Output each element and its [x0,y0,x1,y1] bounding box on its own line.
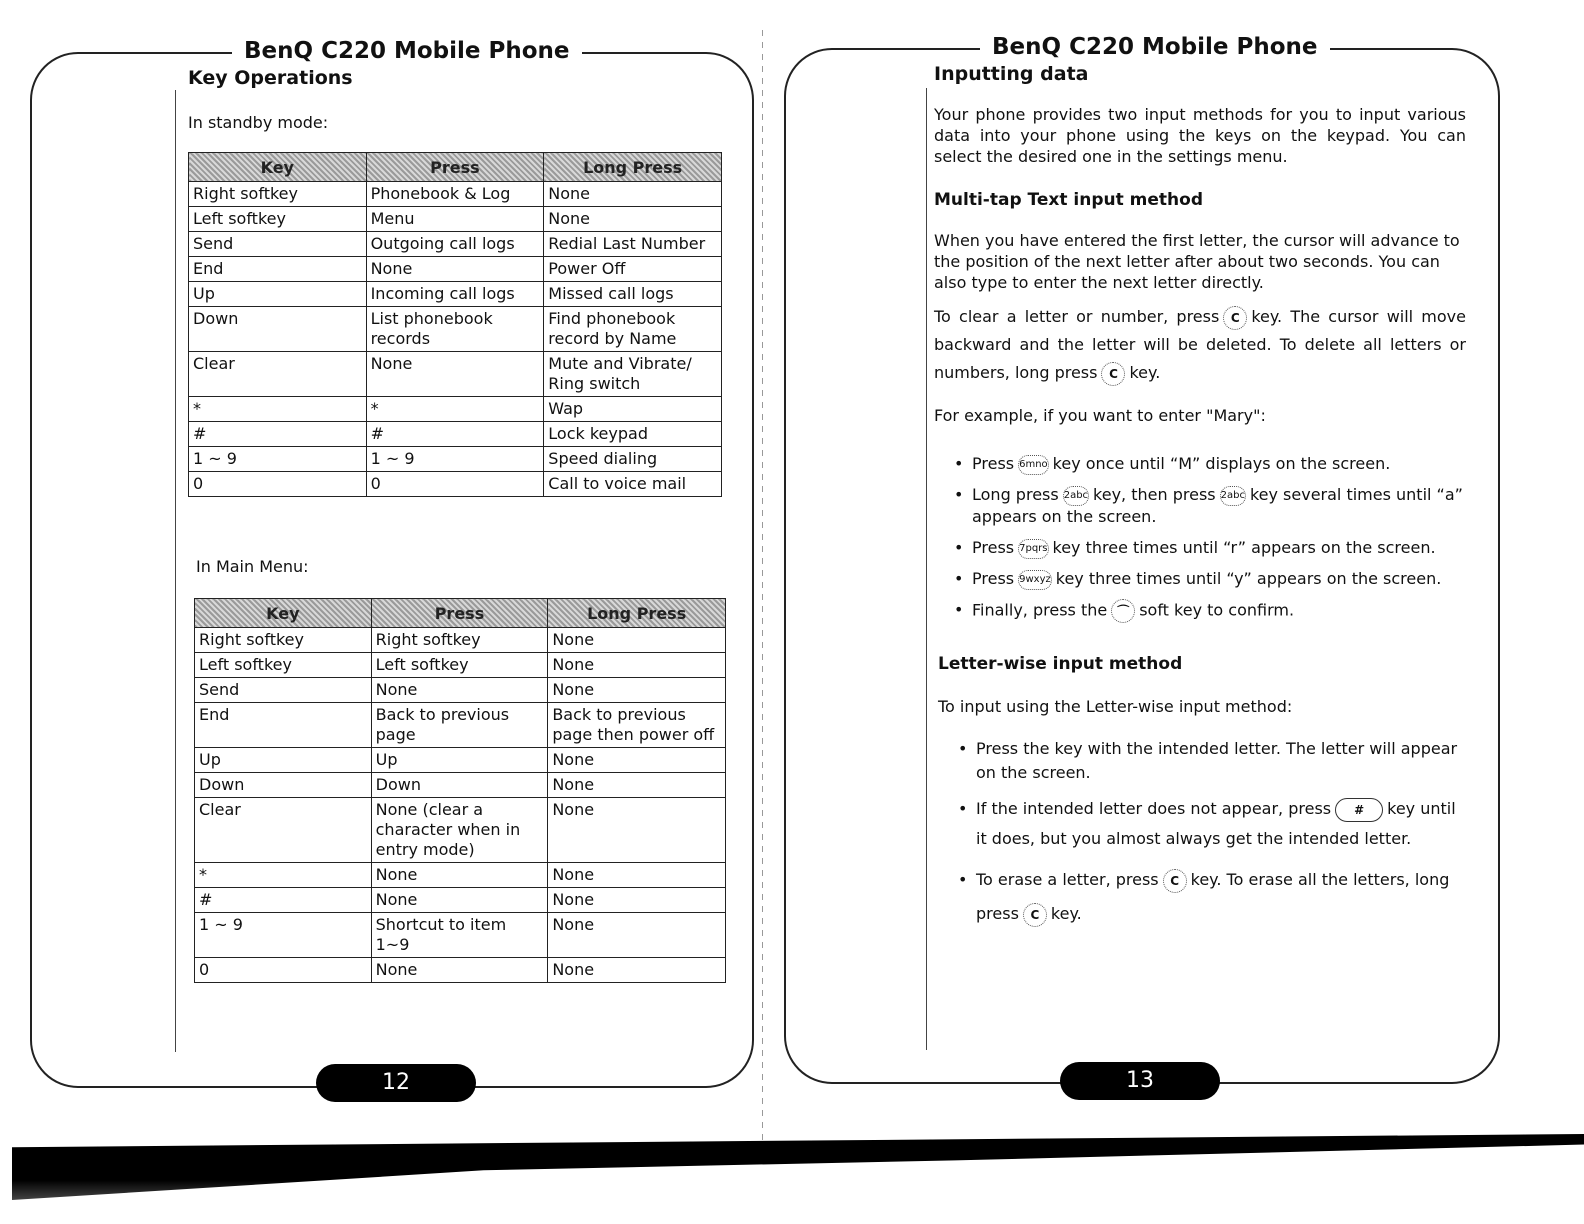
table-cell: Outgoing call logs [366,232,544,257]
mainmenu-intro: In Main Menu: [196,557,309,576]
table-cell: None [548,773,726,798]
left-section-title: Key Operations [188,67,353,89]
table-cell: None [548,653,726,678]
table-row [189,472,722,497]
table-cell: None [366,257,544,282]
table-row [195,678,726,703]
table-cell: None [548,913,726,958]
right-margin-line [926,88,927,1050]
clear-key-icon: C [1163,869,1187,893]
table-cell: None [371,888,548,913]
table-row [189,307,722,352]
table-cell: End [195,703,372,748]
right-page [780,0,1584,1224]
table-cell: None [544,207,722,232]
left-margin-line [175,90,176,1052]
table-row [195,653,726,678]
key-9-icon: 9wxyz [1018,570,1052,590]
table-cell: Mute and Vibrate/ Ring switch [544,352,722,397]
table-cell: None [366,352,544,397]
table-cell: Wap [544,397,722,422]
table-row [195,703,726,748]
table-cell: # [195,888,372,913]
table-row [189,422,722,447]
key-7-icon: 7pqrs [1018,539,1048,559]
clear-paragraph [934,303,1466,387]
table-cell: # [366,422,544,447]
softkey-icon: ⌒ [1111,599,1135,623]
list-item: • Press the key with the intended letter. The letter will appear on the screen. [958,737,1470,785]
letterwise-title: Letter-wise input method [938,654,1183,674]
right-header: BenQ C220 Mobile Phone [980,34,1330,60]
table-cell: Clear [189,352,367,397]
table-cell: 0 [189,472,367,497]
multitap-paragraph: When you have entered the first letter, the cursor will advance to the position of the next letter after about two seconds. You can also type to enter the next letter directly. [934,231,1460,292]
left-page-number: 12 [316,1064,476,1102]
clear-text-a: To clear a letter or number, press [934,307,1220,326]
table-row [189,232,722,257]
table-cell: None [548,798,726,863]
table-cell: None [544,182,722,207]
key-2-icon: 2abc [1063,486,1089,506]
table-row [195,748,726,773]
table-cell: * [195,863,372,888]
table-cell: Phonebook & Log [366,182,544,207]
table-row [195,798,726,863]
table-cell: Left softkey [195,653,372,678]
multitap-steps [954,453,1468,632]
table-cell: * [366,397,544,422]
clear-key-icon: C [1223,306,1247,330]
right-section-title: Inputting data [934,63,1089,85]
standby-table [188,152,722,497]
table-cell: Power Off [544,257,722,282]
table-cell: None [548,628,726,653]
table-cell: None [548,958,726,983]
standby-intro: In standby mode: [188,113,329,132]
table-cell: Back to previous page [371,703,548,748]
table-row [195,628,726,653]
table-cell: * [189,397,367,422]
table-cell: Right softkey [371,628,548,653]
list-item: • Press 9wxyz key three times until “y” appears on the screen. [954,568,1468,590]
table-cell: # [189,422,367,447]
hash-key-icon: # [1335,798,1383,822]
table-cell: 1 ~ 9 [189,447,367,472]
table-cell: Back to previous page then power off [548,703,726,748]
table-cell: Speed dialing [544,447,722,472]
list-item: • Long press 2abc key, then press 2abc key several times until “a” appears on the screen. [954,484,1468,528]
table-row [189,207,722,232]
table-row [189,447,722,472]
table-cell: None (clear a character when in entry mode) [371,798,548,863]
col-key: Key [195,599,372,628]
table-row [195,773,726,798]
clear-key-icon: C [1023,903,1047,927]
table-cell: Shortcut to item 1~9 [371,913,548,958]
table-cell: None [371,958,548,983]
col-long-press: Long Press [548,599,726,628]
table-cell: End [189,257,367,282]
example-line: For example, if you want to enter "Mary": [934,406,1266,425]
col-press: Press [366,153,544,182]
col-key: Key [189,153,367,182]
table-cell: 0 [366,472,544,497]
table-cell: None [548,863,726,888]
mainmenu-table [194,598,726,983]
table-cell: Lock keypad [544,422,722,447]
table-cell: None [548,678,726,703]
left-page [0,0,780,1224]
list-item: • Press 7pqrs key three times until “r” appears on the screen. [954,537,1468,559]
table-cell: None [371,678,548,703]
table-cell: Send [195,678,372,703]
table-cell: Left softkey [371,653,548,678]
table-cell: Incoming call logs [366,282,544,307]
table-row [189,257,722,282]
list-item: • If the intended letter does not appear, press # key until it does, but you almost always get the intended letter. [958,794,1470,854]
table-cell: 1 ~ 9 [366,447,544,472]
clear-text-b: key. The cursor will move backward and the letter will be deleted. To delete all letters or numbers, long press [934,307,1466,382]
table-cell: Redial Last Number [544,232,722,257]
letterwise-steps [958,737,1470,940]
letterwise-intro: To input using the Letter-wise input method: [938,697,1293,716]
table-cell: Down [195,773,372,798]
key-6-icon: 6mno [1018,455,1049,475]
list-item: • To erase a letter, press C key. To erase all the letters, long press C key. [958,863,1470,931]
table-cell: Call to voice mail [544,472,722,497]
table-cell: None [371,863,548,888]
table-cell: None [548,888,726,913]
multitap-title: Multi-tap Text input method [934,190,1203,210]
table-cell: List phonebook records [366,307,544,352]
table-header-row [189,153,722,182]
list-item: • Press 6mno key once until “M” displays on the screen. [954,453,1468,475]
table-header-row [195,599,726,628]
table-cell: Right softkey [189,182,367,207]
table-cell: Up [189,282,367,307]
table-cell: Find phonebook record by Name [544,307,722,352]
left-header: BenQ C220 Mobile Phone [232,38,582,64]
table-cell: Clear [195,798,372,863]
table-row [195,888,726,913]
table-cell: Send [189,232,367,257]
table-cell: Down [371,773,548,798]
table-row [195,913,726,958]
table-cell: Menu [366,207,544,232]
table-cell: Up [195,748,372,773]
table-row [189,352,722,397]
col-press: Press [371,599,548,628]
right-page-number: 13 [1060,1062,1220,1100]
table-row [189,282,722,307]
intro-paragraph: Your phone provides two input methods for you to input various data into your phone using the keys on the keypad. You can select the desired one in the settings menu. [934,105,1466,166]
table-row [195,958,726,983]
clear-key-icon: C [1101,362,1125,386]
col-long-press: Long Press [544,153,722,182]
table-row [195,863,726,888]
table-cell: Missed call logs [544,282,722,307]
clear-text-c: key. [1129,363,1161,382]
key-2-icon: 2abc [1220,486,1246,506]
table-cell: Up [371,748,548,773]
list-item: • Finally, press the ⌒ soft key to confirm. [954,599,1468,623]
table-cell: None [548,748,726,773]
table-cell: 0 [195,958,372,983]
table-cell: Right softkey [195,628,372,653]
table-cell: 1 ~ 9 [195,913,372,958]
table-cell: Left softkey [189,207,367,232]
table-row [189,397,722,422]
table-cell: Down [189,307,367,352]
table-row [189,182,722,207]
